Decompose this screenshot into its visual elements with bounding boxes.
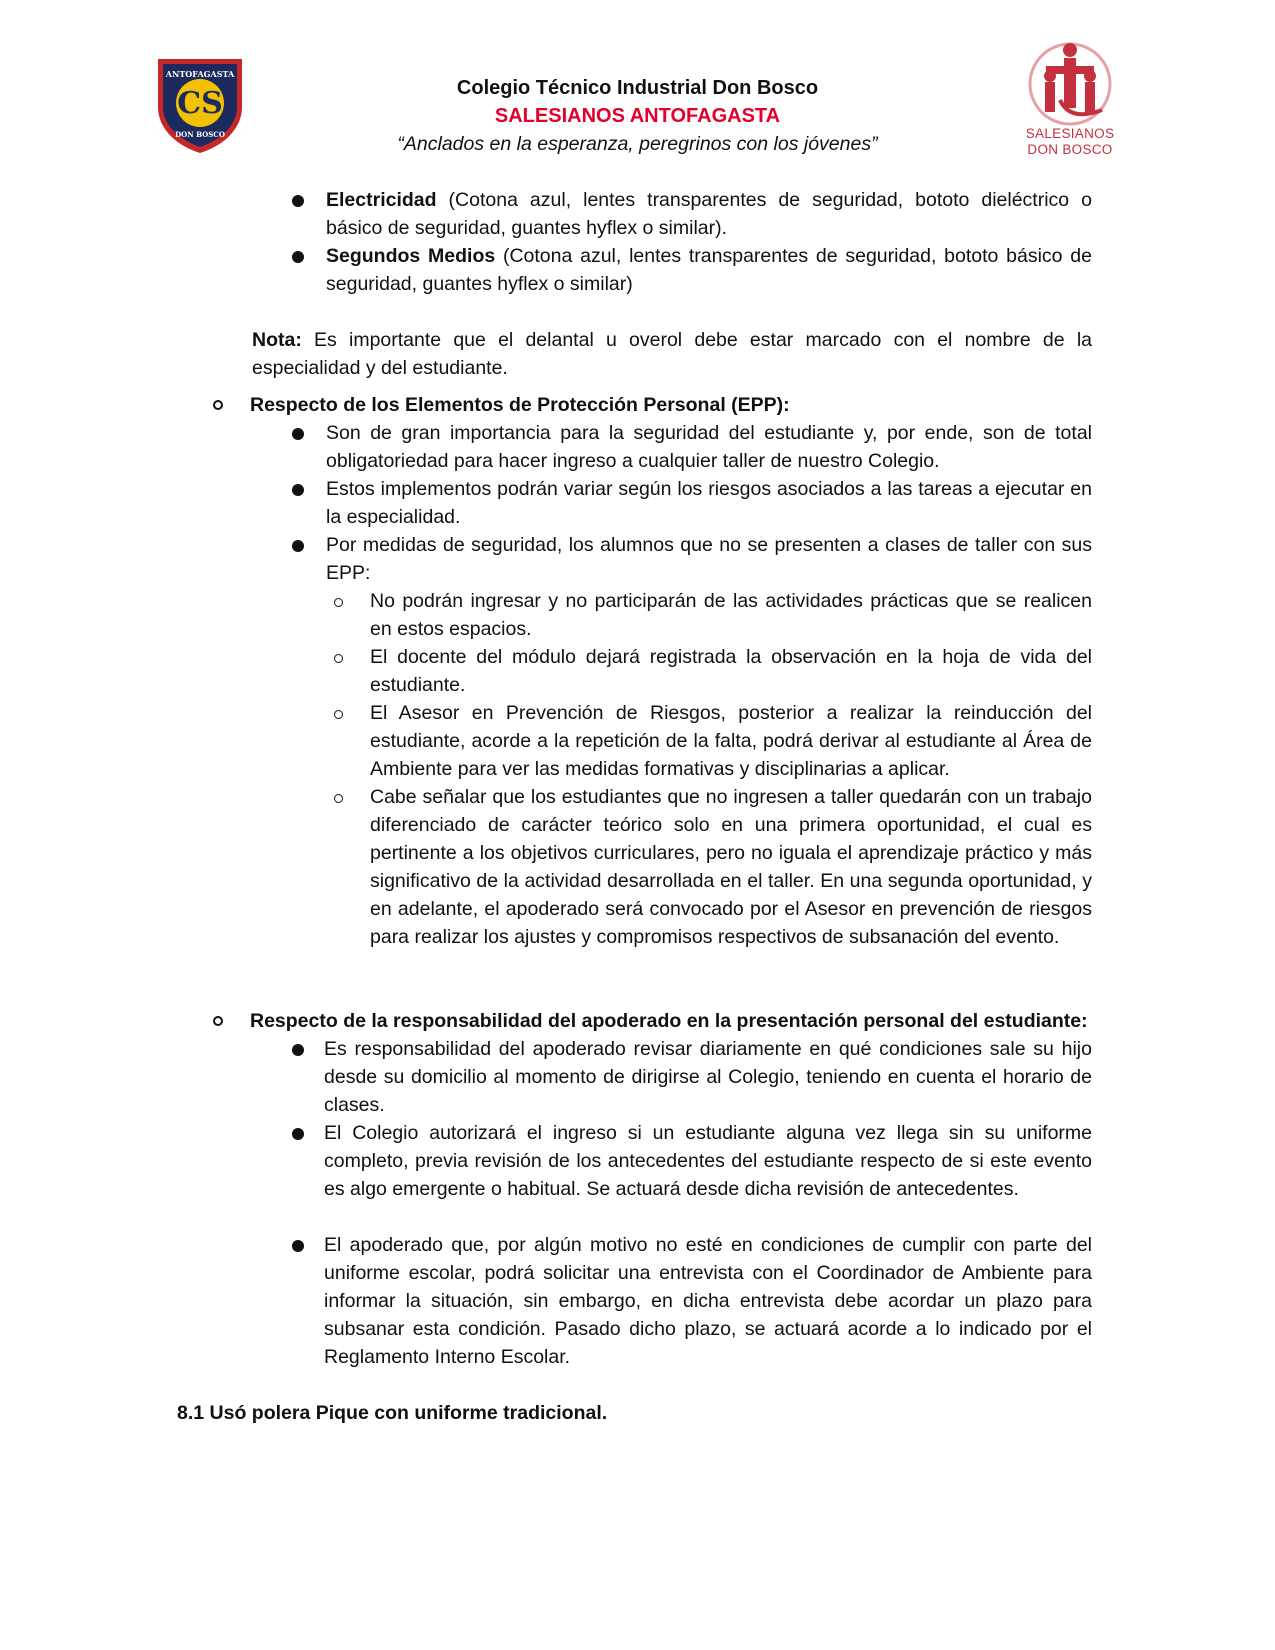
- guardian-item: El Colegio autorizará el ingreso si un estudiante alguna vez llega sin su uniforme completo, previa revisión de los antecedentes del estudiante respecto de si este evento es algo emergente o habitual. Se actuará desde dicha revisión de antecedentes.: [324, 1122, 1092, 1200]
- bullet-icon: [292, 428, 304, 440]
- school-name: Colegio Técnico Industrial Don Bosco: [456, 77, 819, 99]
- guardian-item: Es responsabilidad del apoderado revisar diariamente en qué condiciones sale su hijo desde su domicilio al momento de dirigirse al Colegio, teniendo en cuenta el horario de clases.: [324, 1038, 1092, 1116]
- guardian-item: El apoderado que, por algún motivo no esté en condiciones de cumplir con parte del uniforme escolar, podrá solicitar una entrevista con el Coordinador de Ambiente para informar la situación, sin embargo, en dicha entrevista debe acordar un plazo para subsanar esta condición. Pasado dicho plazo, se actuará acorde a lo indicado por el Reglamento Interno Escolar.: [324, 1234, 1092, 1368]
- epp-heading: Respecto de los Elementos de Protección Personal (EPP):: [250, 394, 790, 416]
- small-ring-bullet-icon: [334, 794, 343, 803]
- small-ring-bullet-icon: [334, 598, 343, 607]
- salesianos-emblem-icon: [1020, 40, 1120, 126]
- bullet-icon: [292, 484, 304, 496]
- uniform-item-segundos-medios: Segundos Medios (Cotona azul, lentes transparentes de seguridad, bototo básico de seguridad, guantes hyflex o similar): [326, 245, 1092, 295]
- small-ring-bullet-icon: [334, 654, 343, 663]
- bullet-icon: [292, 1240, 304, 1252]
- small-ring-bullet-icon: [334, 710, 343, 719]
- document-header: [300, 74, 975, 158]
- note-paragraph: Nota: Es importante que el delantal u overol debe estar marcado con el nombre de la especialidad y del estudiante.: [252, 329, 1092, 379]
- ring-bullet-icon: [213, 400, 223, 410]
- bullet-icon: [292, 540, 304, 552]
- epp-subitem: Cabe señalar que los estudiantes que no ingresen a taller quedarán con un trabajo diferenciado de carácter teórico solo en una primera oportunidad, el cual es pertinente a los objetivos curriculares, pero no iguala el aprendizaje práctico y más significativo de la actividad desarrollada en el taller. En una segunda oportunidad, y en adelante, el apoderado será convocado por el Asesor en prevención de riesgos para realizar los ajustes y compromisos respectivos de subsanación del evento.: [370, 786, 1092, 948]
- ring-bullet-icon: [213, 1016, 223, 1026]
- section-heading: 8.1 Usó polera Pique con uniforme tradicional.: [177, 1402, 608, 1424]
- school-motto: “Anclados en la esperanza, peregrinos con los jóvenes”: [397, 133, 878, 155]
- bullet-icon: [292, 1044, 304, 1056]
- salesianos-logo-line2: DON BOSCO: [1027, 142, 1113, 157]
- bullet-icon: [292, 1128, 304, 1140]
- epp-item: Por medidas de seguridad, los alumnos que no se presenten a clases de taller con sus EPP:: [326, 534, 1092, 584]
- guardian-heading: Respecto de la responsabilidad del apoderado en la presentación personal del estudiante:: [250, 1010, 1088, 1032]
- epp-item: Estos implementos podrán variar según los riesgos asociados a las tareas a ejecutar en la especialidad.: [326, 478, 1092, 528]
- bullet-icon: [292, 195, 304, 207]
- school-subtitle: SALESIANOS ANTOFAGASTA: [494, 105, 781, 127]
- salesianos-logo: [1020, 40, 1120, 166]
- shield-bottom-text: DON BOSCO: [175, 130, 225, 139]
- uniform-item-electricidad: Electricidad (Cotona azul, lentes transparentes de seguridad, bototo dieléctrico o básico de seguridad, guantes hyflex o similar).: [326, 189, 1092, 239]
- shield-top-text: ANTOFAGASTA: [165, 69, 235, 79]
- epp-subitem: El docente del módulo dejará registrada la observación en la hoja de vida del estudiante.: [370, 646, 1092, 696]
- bullet-icon: [292, 251, 304, 263]
- salesianos-logo-line1: SALESIANOS: [1025, 126, 1115, 141]
- epp-item: Son de gran importancia para la seguridad del estudiante y, por ende, son de total obligatoriedad para hacer ingreso a cualquier taller de nuestro Colegio.: [326, 422, 1092, 472]
- epp-subitem: El Asesor en Prevención de Riesgos, posterior a realizar la reinducción del estudiante, acorde a la repetición de la falta, podrá derivar al estudiante al Área de Ambiente para ver las medidas formativas y disciplinarias a aplicar.: [370, 702, 1092, 780]
- school-shield-logo: [154, 55, 246, 155]
- shield-monogram: CS: [177, 86, 223, 121]
- epp-subitem: No podrán ingresar y no participarán de las actividades prácticas que se realicen en estos espacios.: [370, 590, 1092, 640]
